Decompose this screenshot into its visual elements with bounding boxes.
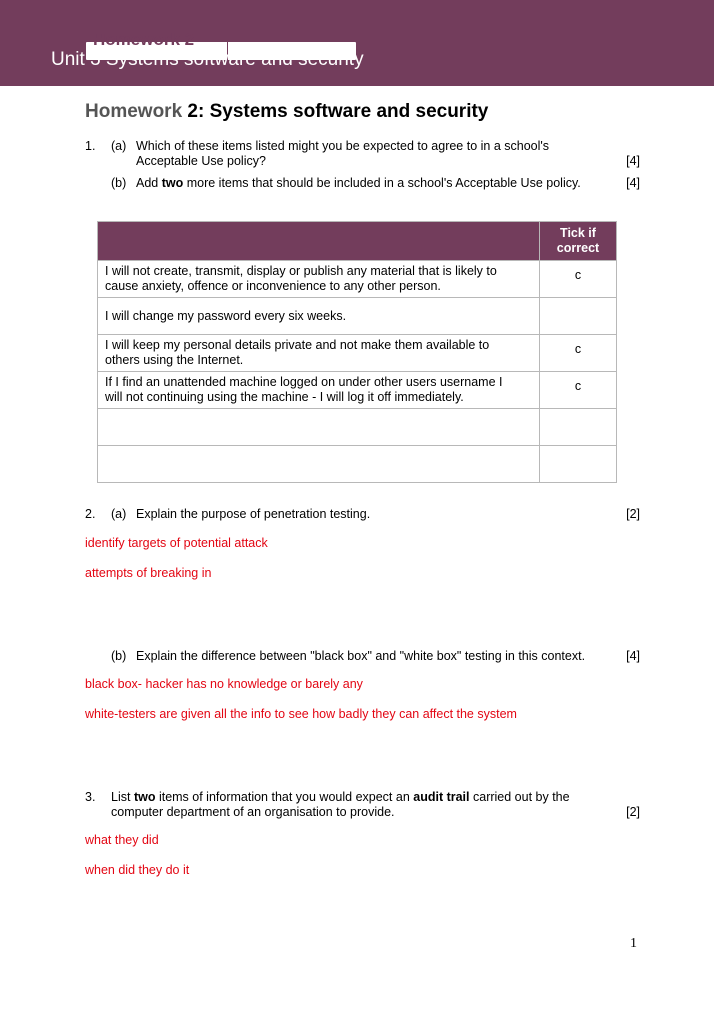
q2a-answer-1: identify targets of potential attack — [85, 536, 268, 550]
q2b-label: (b) — [111, 649, 127, 663]
statement-line2: will not continuing using the machine - I will log it off immediately. — [105, 390, 464, 404]
statement-cell — [98, 335, 540, 372]
header-banner — [0, 0, 714, 86]
statement-cell — [98, 261, 540, 298]
q2a-answer-2: attempts of breaking in — [85, 566, 212, 580]
table-row — [98, 261, 617, 298]
tick-cell[interactable]: c — [540, 261, 617, 298]
tick-cell[interactable]: c — [540, 372, 617, 409]
q2b-text: Explain the difference between "black box" and "white box" testing in this context. — [136, 649, 586, 663]
statement-line1: I will not create, transmit, display or publish any material that is likely to — [105, 264, 497, 278]
header-overlay-title: Homework 2 — [93, 30, 195, 49]
q3-line1 — [111, 790, 570, 805]
q1b-text-pre: Add — [136, 176, 162, 190]
page-title-prefix: Homework — [85, 101, 183, 122]
page-title-rest: 2: Systems software and security — [182, 101, 489, 122]
statement-cell-empty[interactable] — [98, 446, 540, 483]
aup-table — [97, 221, 617, 483]
statement-cell — [98, 372, 540, 409]
tick-cell[interactable] — [540, 446, 617, 483]
tick-cell[interactable]: c — [540, 335, 617, 372]
table-row — [98, 335, 617, 372]
q3-line1-bold1: two — [133, 790, 156, 804]
q1b-text — [136, 176, 581, 191]
table-row — [98, 409, 617, 446]
header-subtitle: Unit 3 Systems software and security — [51, 49, 364, 70]
q2-number: 2. — [85, 507, 96, 521]
q2a-label: (a) — [111, 507, 127, 521]
aup-table-header — [98, 222, 617, 261]
q2b-marks: [4] — [626, 649, 640, 663]
q3-answer-2: when did they do it — [85, 863, 190, 877]
q3-line1-post: carried out by the — [469, 790, 570, 804]
q1b-text-post: more items that should be included in a school's Acceptable Use policy. — [183, 176, 581, 190]
statement-line1: I will keep my personal details private and not make them available to — [105, 338, 490, 352]
statement-line1: If I find an unattended machine logged on under other users username I — [105, 375, 503, 389]
statement-line2: others using the Internet. — [105, 353, 244, 367]
q3-number: 3. — [85, 790, 96, 804]
q1-number: 1. — [85, 139, 96, 153]
table-row — [98, 372, 617, 409]
q3-line1-pre: List — [111, 790, 134, 804]
q3-answer-1: what they did — [85, 833, 159, 847]
q2a-marks: [2] — [626, 507, 640, 521]
q2b-answer-1: black box- hacker has no knowledge or barely any — [85, 677, 363, 691]
aup-header-tick — [540, 222, 617, 261]
aup-header-tick-line2: correct — [556, 241, 600, 255]
q1a-line2: Acceptable Use policy? — [136, 154, 266, 168]
q3-line2: computer department of an organisation to provide. — [111, 805, 395, 819]
aup-header-blank — [98, 222, 540, 261]
table-row — [98, 446, 617, 483]
q3-line1-mid: items of information that you would expect an — [155, 790, 414, 804]
q2b-answer-2: white-testers are given all the info to see how badly they can affect the system — [85, 707, 517, 721]
q2a-text: Explain the purpose of penetration testing. — [136, 507, 371, 521]
table-row — [98, 298, 617, 335]
q3-marks: [2] — [626, 805, 640, 819]
aup-header-tick-line1: Tick if — [560, 226, 596, 240]
page-title — [85, 101, 488, 123]
q1b-text-bold: two — [161, 176, 184, 190]
q1a-label: (a) — [111, 139, 127, 153]
tick-cell[interactable] — [540, 409, 617, 446]
statement-cell: I will change my password every six weeks. — [98, 298, 540, 335]
q1b-label: (b) — [111, 176, 127, 190]
page-number: 1 — [630, 936, 637, 951]
q1a-marks: [4] — [626, 154, 640, 168]
q1a-line1: Which of these items listed might you be expected to agree to in a school's — [136, 139, 550, 153]
q1b-marks: [4] — [626, 176, 640, 190]
tick-cell[interactable] — [540, 298, 617, 335]
statement-cell-empty[interactable] — [98, 409, 540, 446]
q3-line1-bold2: audit trail — [413, 790, 470, 804]
statement-line2: cause anxiety, offence or inconvenience to any other person. — [105, 279, 441, 293]
